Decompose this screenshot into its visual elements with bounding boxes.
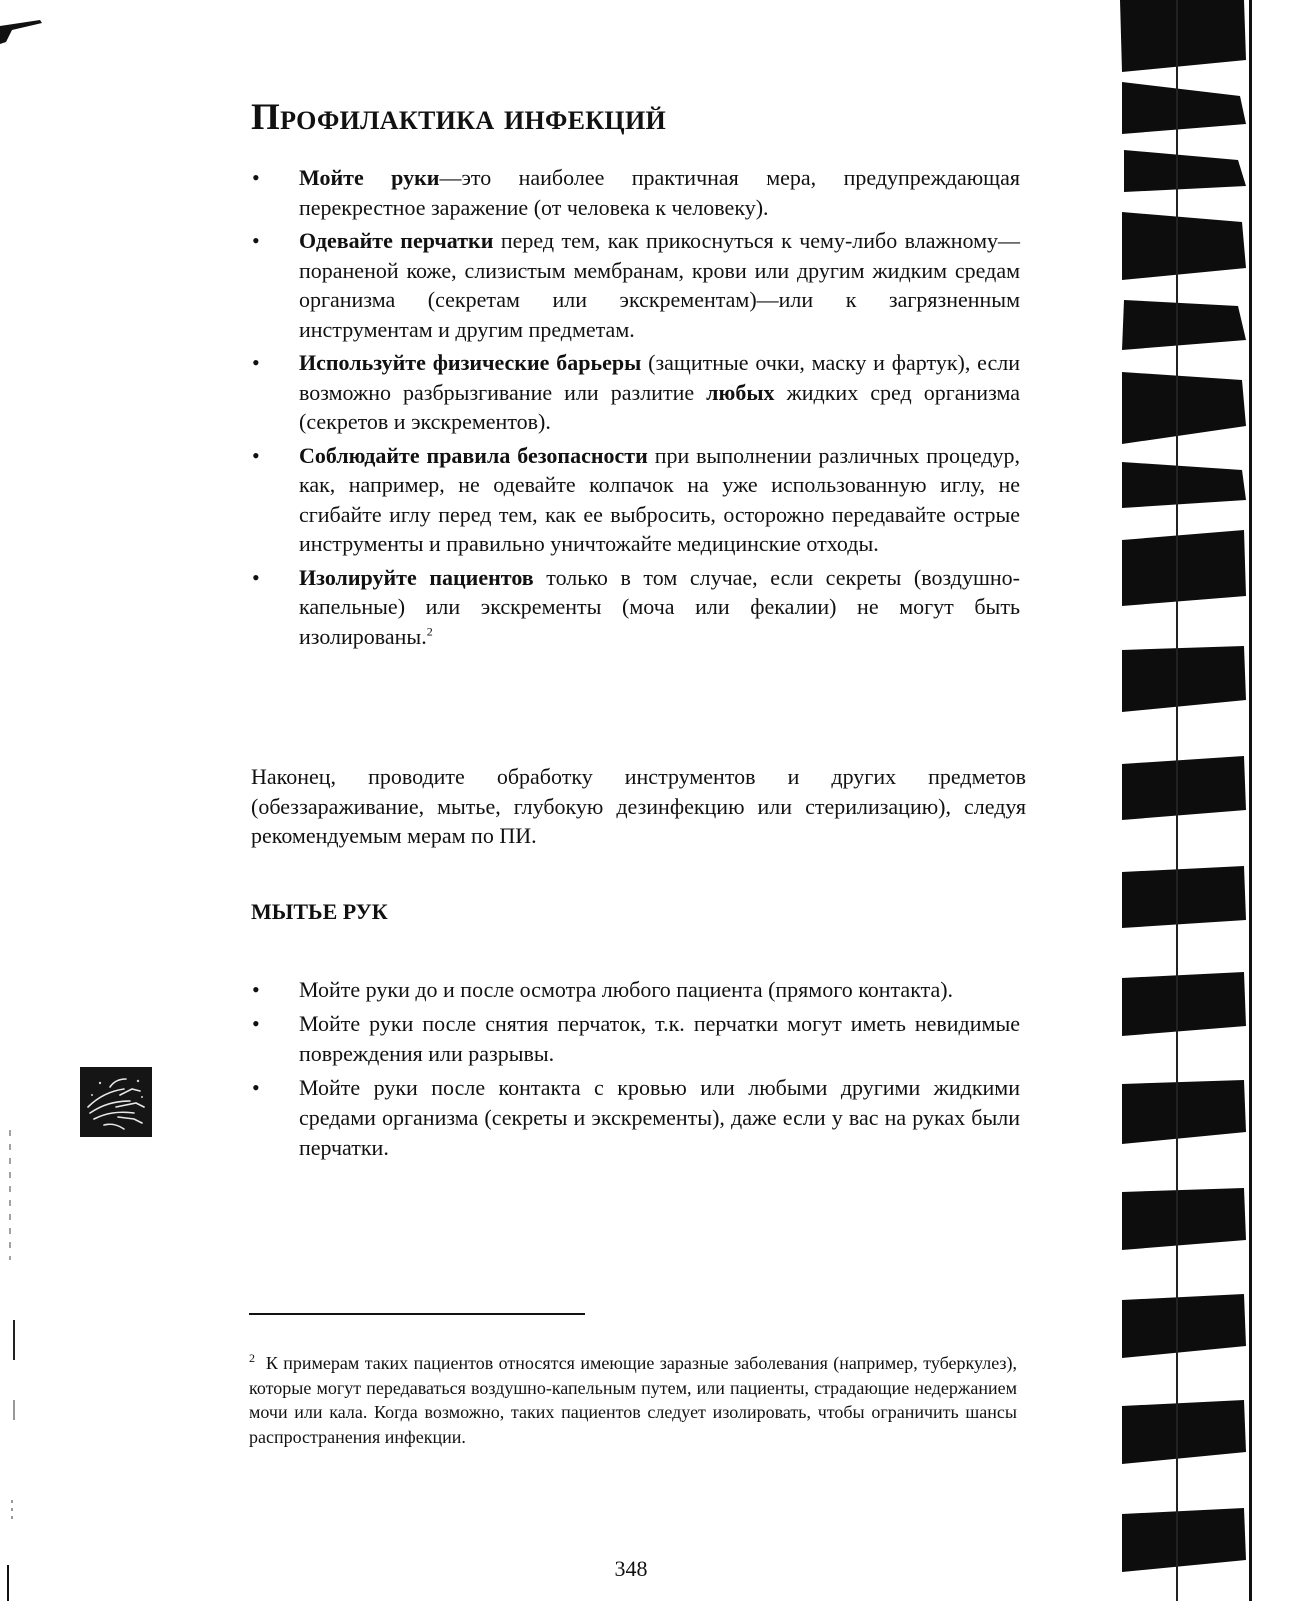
- list-item: • Мойте руки после снятия перчаток, т.к. перчатки могут иметь невидимые повреждения или разрывы.: [252, 1009, 1020, 1069]
- page-number: 348: [614, 1556, 648, 1581]
- page-title: Профилактика инфекций: [251, 97, 666, 138]
- closing-paragraph: Наконец, проводите обработку инструментов и других предметов (обеззараживание, мытье, глубокую дезинфекцию или стерилизацию), следуя рекомендуемым мерам по ПИ.: [251, 764, 1026, 848]
- list-item-lead: Используйте физические барьеры: [299, 350, 642, 375]
- list-item-text: (защитные очки, маску и фартук), если возможно разбрызгивание или разлитие: [299, 350, 1021, 405]
- list-item: [252, 441, 1020, 559]
- list-item: [252, 348, 1020, 437]
- footnote: [249, 1351, 1017, 1449]
- list-item-lead: Соблюдайте правила безопасности: [299, 442, 648, 468]
- list-item-lead: Изолируйте пациентов: [299, 564, 534, 590]
- list-item-text: при выполнении различных процедур, как, например, не одевайте колпачок на уже использованную иглу, не сгибайте иглу перед тем, как ее выбросить, осторожно передавайте острые инструменты и правильно уничтожайте медицинские отходы.: [299, 442, 1020, 556]
- infection-prevention-list: [252, 163, 1020, 655]
- spiral-binding: [1118, 0, 1268, 1601]
- list-item: [252, 226, 1020, 344]
- list-item-text: только в том случае, если секреты (воздушно-капельные) или экскременты (моча или фекалии) не могут быть изолированы.: [299, 564, 1021, 649]
- list-item: • Мойте руки до и после осмотра любого пациента (прямого контакта).: [252, 975, 1020, 1005]
- list-item-text: жидких сред организма (секретов и экскрементов).: [299, 379, 1020, 434]
- list-item-lead: Одевайте перчатки: [299, 228, 494, 253]
- list-item: • Мойте руки после контакта с кровью или любыми другими жидкими средами организма (секреты и экскременты), даже если у вас на руках были перчатки.: [252, 1073, 1020, 1163]
- list-item-emphasis: любых: [706, 379, 775, 405]
- list-item: [252, 163, 1020, 222]
- footnote-divider: [249, 1313, 585, 1315]
- handwashing-list: [252, 975, 1020, 1167]
- list-item-lead: Мойте руки: [299, 165, 440, 190]
- section-heading-handwashing: МЫТЬЕ РУК: [251, 899, 388, 924]
- footnote-text: К примерам таких пациентов относятся имеющие заразные заболевания (например, туберкулез), которые могут передаваться воздушно-капельным путем, или пациенты, страдающие недержанием мочи или кала. Когда возможно, таких пациентов следует изолировать, чтобы ограничить шансы распространения инфекции.: [249, 1353, 1018, 1447]
- footnote-marker: 2: [249, 1351, 255, 1365]
- hands-washing-icon: [80, 1067, 152, 1137]
- list-item-text: перед тем, как прикоснуться к чему-либо влажному—пораненой коже, слизистым мембранам, крови или другим жидким средам организма (секретам или экскрементам)—или к загрязненным инструментам и другим предметам.: [299, 228, 1020, 342]
- list-item-text: —это наиболее практичная мера, предупреждающая перекрестное заражение (от человека к человеку).: [299, 165, 1020, 220]
- scan-margin-marks: [0, 0, 30, 1601]
- binding-tabs: [1118, 0, 1268, 1601]
- list-item: [252, 563, 1020, 652]
- footnote-reference[interactable]: 2: [426, 624, 433, 639]
